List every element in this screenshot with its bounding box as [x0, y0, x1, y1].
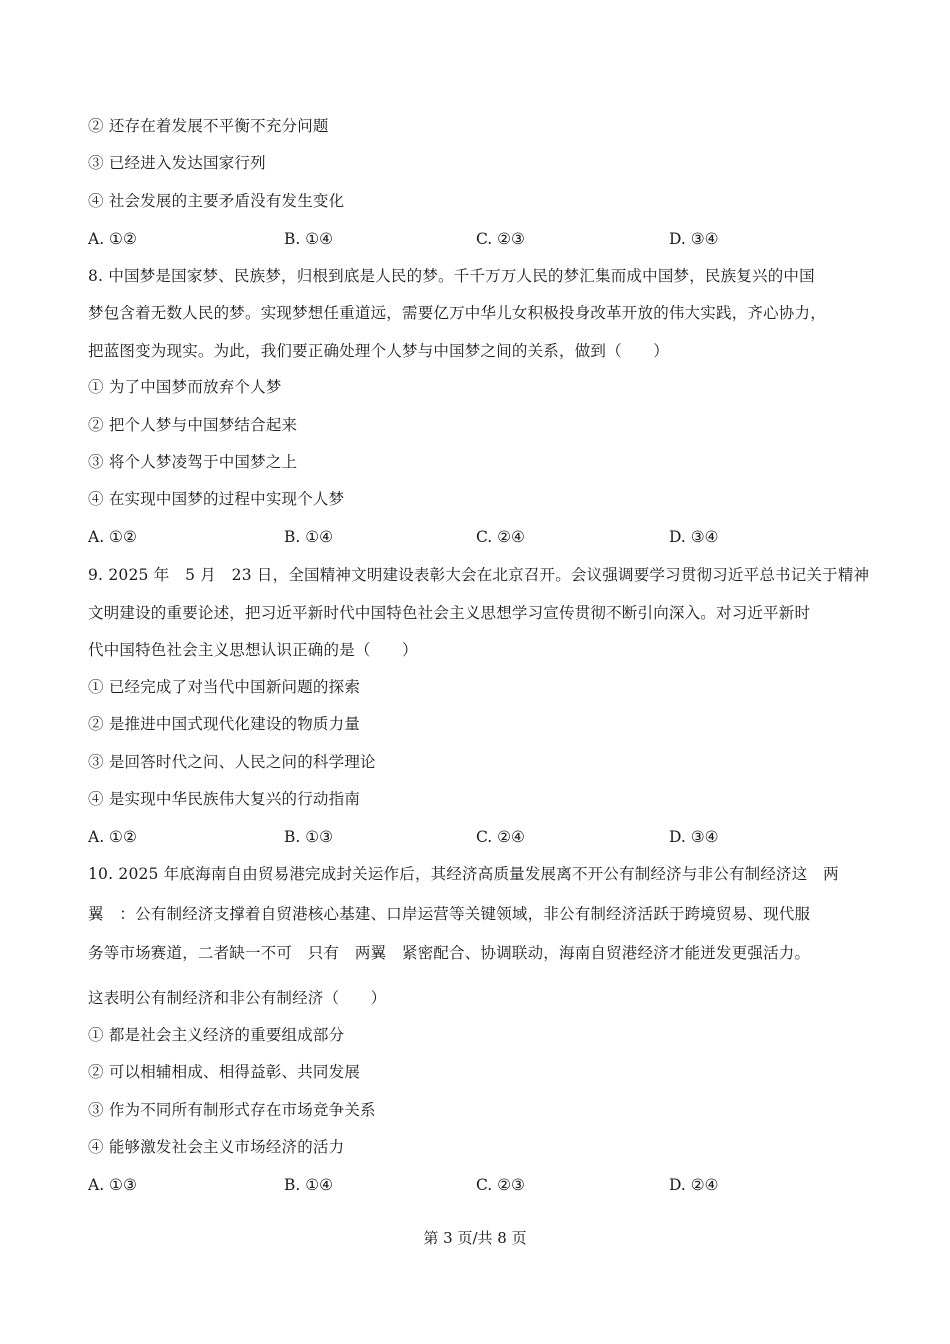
- q10-options: [88, 1175, 868, 1195]
- q10-item-4: ④ 能够激发社会主义市场经济的活力: [88, 1138, 345, 1156]
- q9-item-3: ③ 是回答时代之问、人民之问的科学理论: [88, 753, 376, 771]
- q10-stem-line-3: 务等市场赛道，二者缺一不可 只有 两翼 紧密配合、协调联动，海南自贸港经济才能迸发更强活力。: [88, 944, 811, 962]
- q9-option-c: C. ②④: [476, 828, 525, 846]
- q9-option-b: B. ①③: [284, 828, 334, 846]
- q7-item-4: ④ 社会发展的主要矛盾没有发生变化: [88, 192, 345, 210]
- q8-option-b: B. ①④: [284, 528, 334, 546]
- q8-option-d: D. ③④: [669, 528, 719, 546]
- q7-option-c: C. ②③: [476, 230, 525, 248]
- q9-stem-line-3: 代中国特色社会主义思想认识正确的是（ ）: [88, 641, 418, 659]
- q10-option-c: C. ②③: [476, 1176, 525, 1194]
- q10-option-b: B. ①④: [284, 1176, 334, 1194]
- q8-item-3: ③ 将个人梦凌驾于中国梦之上: [88, 453, 298, 471]
- q9-item-2: ② 是推进中国式现代化建设的物质力量: [88, 715, 361, 733]
- q8-stem-line-2: 梦包含着无数人民的梦。实现梦想任重道远，需要亿万中华儿女积极投身改革开放的伟大实践，齐心协力，: [88, 304, 826, 322]
- q8-item-2: ② 把个人梦与中国梦结合起来: [88, 416, 298, 434]
- q10-stem-line-4: 这表明公有制经济和非公有制经济（ ）: [88, 989, 387, 1007]
- q9-option-d: D. ③④: [669, 828, 719, 846]
- q7-option-d: D. ③④: [669, 230, 719, 248]
- q7-item-3: ③ 已经进入发达国家行列: [88, 154, 266, 172]
- q8-stem-line-3: 把蓝图变为现实。为此，我们要正确处理个人梦与中国梦之间的关系，做到（ ）: [88, 342, 669, 360]
- q9-options: [88, 827, 868, 847]
- q9-stem-line-1: 9. 2025 年 5 月 23 日，全国精神文明建设表彰大会在北京召开。会议强调要学习贯彻习近平总书记关于精神: [88, 566, 870, 584]
- q10-item-1: ① 都是社会主义经济的重要组成部分: [88, 1026, 345, 1044]
- q9-item-4: ④ 是实现中华民族伟大复兴的行动指南: [88, 790, 361, 808]
- q9-stem-line-2: 文明建设的重要论述，把习近平新时代中国特色社会主义思想学习宣传贯彻不断引向深入。对习近平新时: [88, 604, 811, 622]
- q8-stem-line-1: 8. 中国梦是国家梦、民族梦，归根到底是人民的梦。千千万万人民的梦汇集而成中国梦，民族复兴的中国: [88, 267, 815, 285]
- q8-item-1: ① 为了中国梦而放弃个人梦: [88, 378, 282, 396]
- q7-item-2: ② 还存在着发展不平衡不充分问题: [88, 117, 329, 135]
- page-number: 第 3 页/共 8 页: [423, 1229, 527, 1247]
- q10-item-3: ③ 作为不同所有制形式存在市场竞争关系: [88, 1101, 376, 1119]
- q8-options: [88, 527, 868, 547]
- q7-option-a: A. ①②: [88, 230, 137, 248]
- q7-option-b: B. ①④: [284, 230, 334, 248]
- q10-option-a: A. ①③: [88, 1176, 137, 1194]
- q9-item-1: ① 已经完成了对当代中国新问题的探索: [88, 678, 361, 696]
- q8-option-c: C. ②④: [476, 528, 525, 546]
- q10-stem-line-2: 翼 ：公有制经济支撑着自贸港核心基建、口岸运营等关键领域，非公有制经济活跃于跨境贸易、现代服: [88, 905, 811, 923]
- q8-option-a: A. ①②: [88, 528, 137, 546]
- q8-item-4: ④ 在实现中国梦的过程中实现个人梦: [88, 490, 345, 508]
- q9-option-a: A. ①②: [88, 828, 137, 846]
- q10-option-d: D. ②④: [669, 1176, 719, 1194]
- q10-stem-line-1: 10. 2025 年底海南自由贸易港完成封关运作后，其经济高质量发展离不开公有制经济与非公有制经济这 两: [88, 865, 839, 883]
- q7-options: [88, 229, 868, 249]
- q10-item-2: ② 可以相辅相成、相得益彰、共同发展: [88, 1063, 361, 1081]
